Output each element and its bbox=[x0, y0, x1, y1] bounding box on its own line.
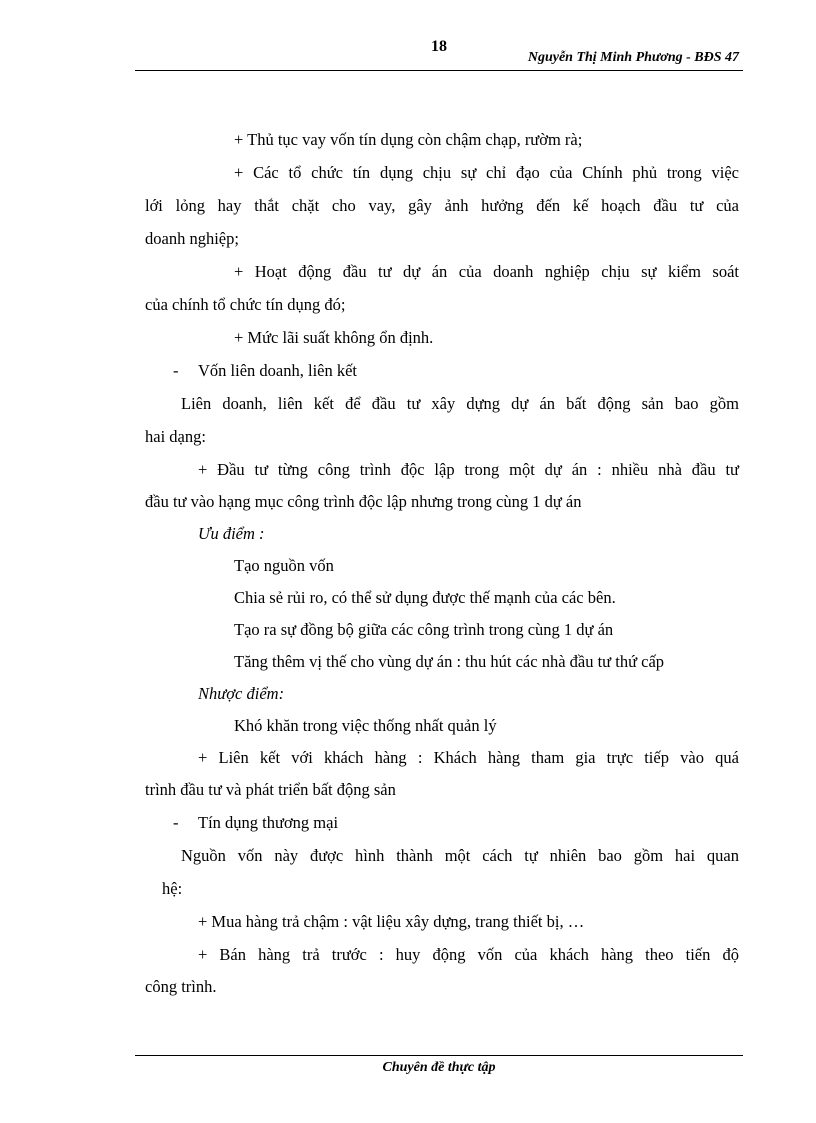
text-line: + Mua hàng trả chậm : vật liệu xây dựng, trang thiết bị, … bbox=[198, 912, 585, 931]
text-line: + Mức lãi suất không ổn định. bbox=[234, 328, 434, 347]
section-heading: Tín dụng thương mại bbox=[198, 813, 339, 832]
text-line: của chính tổ chức tín dụng đó; bbox=[145, 295, 346, 314]
text-line: doanh nghiệp; bbox=[145, 229, 239, 248]
footer-text: Chuyên đề thực tập bbox=[382, 1060, 496, 1075]
footer-rule bbox=[135, 1055, 743, 1056]
text-line: Tạo nguồn vốn bbox=[234, 556, 334, 575]
text-line: hệ: bbox=[162, 879, 183, 898]
list-dash: - bbox=[173, 361, 179, 380]
text-line: + Bán hàng trả trước : huy động vốn của khách hàng theo tiến độ bbox=[198, 945, 739, 964]
text-line: công trình. bbox=[145, 977, 217, 996]
text-line: Tăng thêm vị thế cho vùng dự án : thu hút các nhà đầu tư thứ cấp bbox=[234, 652, 665, 671]
section-heading: Vốn liên doanh, liên kết bbox=[198, 361, 358, 380]
text-line: hai dạng: bbox=[145, 427, 206, 446]
text-line: + Các tổ chức tín dụng chịu sự chỉ đạo của Chính phủ trong việc bbox=[234, 163, 739, 182]
author-name: Nguyễn Thị Minh Phương - BĐS 47 bbox=[527, 50, 739, 65]
list-dash: - bbox=[173, 813, 179, 832]
text-line: trình đầu tư và phát triển bất động sản bbox=[145, 780, 396, 799]
text-line: + Đầu tư từng công trình độc lập trong một dự án : nhiều nhà đầu tư bbox=[198, 460, 739, 479]
text-line: đầu tư vào hạng mục công trình độc lập nhưng trong cùng 1 dự án bbox=[145, 492, 582, 511]
text-line: + Hoạt động đầu tư dự án của doanh nghiệp chịu sự kiểm soát bbox=[234, 262, 739, 281]
advantages-heading: Ưu điểm : bbox=[198, 524, 265, 543]
text-line: + Thủ tục vay vốn tín dụng còn chậm chạp, rườm rà; bbox=[234, 130, 583, 149]
page-header bbox=[135, 36, 743, 71]
text-line: Khó khăn trong việc thống nhất quản lý bbox=[234, 716, 497, 735]
disadvantages-heading: Nhược điểm: bbox=[198, 684, 285, 703]
text-line: lới lỏng hay thắt chặt cho vay, gây ảnh hưởng đến kế hoạch đầu tư của bbox=[145, 196, 739, 215]
text-line: Nguồn vốn này được hình thành một cách tự nhiên bao gồm hai quan bbox=[181, 846, 739, 865]
text-line: Liên doanh, liên kết để đầu tư xây dựng dự án bất động sản bao gồm bbox=[181, 394, 739, 413]
page-number: 18 bbox=[431, 38, 447, 55]
text-line: Tạo ra sự đồng bộ giữa các công trình trong cùng 1 dự án bbox=[234, 620, 614, 639]
text-line: + Liên kết với khách hàng : Khách hàng tham gia trực tiếp vào quá bbox=[198, 748, 739, 767]
text-line: Chia sẻ rủi ro, có thể sử dụng được thế mạnh của các bên. bbox=[234, 588, 616, 607]
